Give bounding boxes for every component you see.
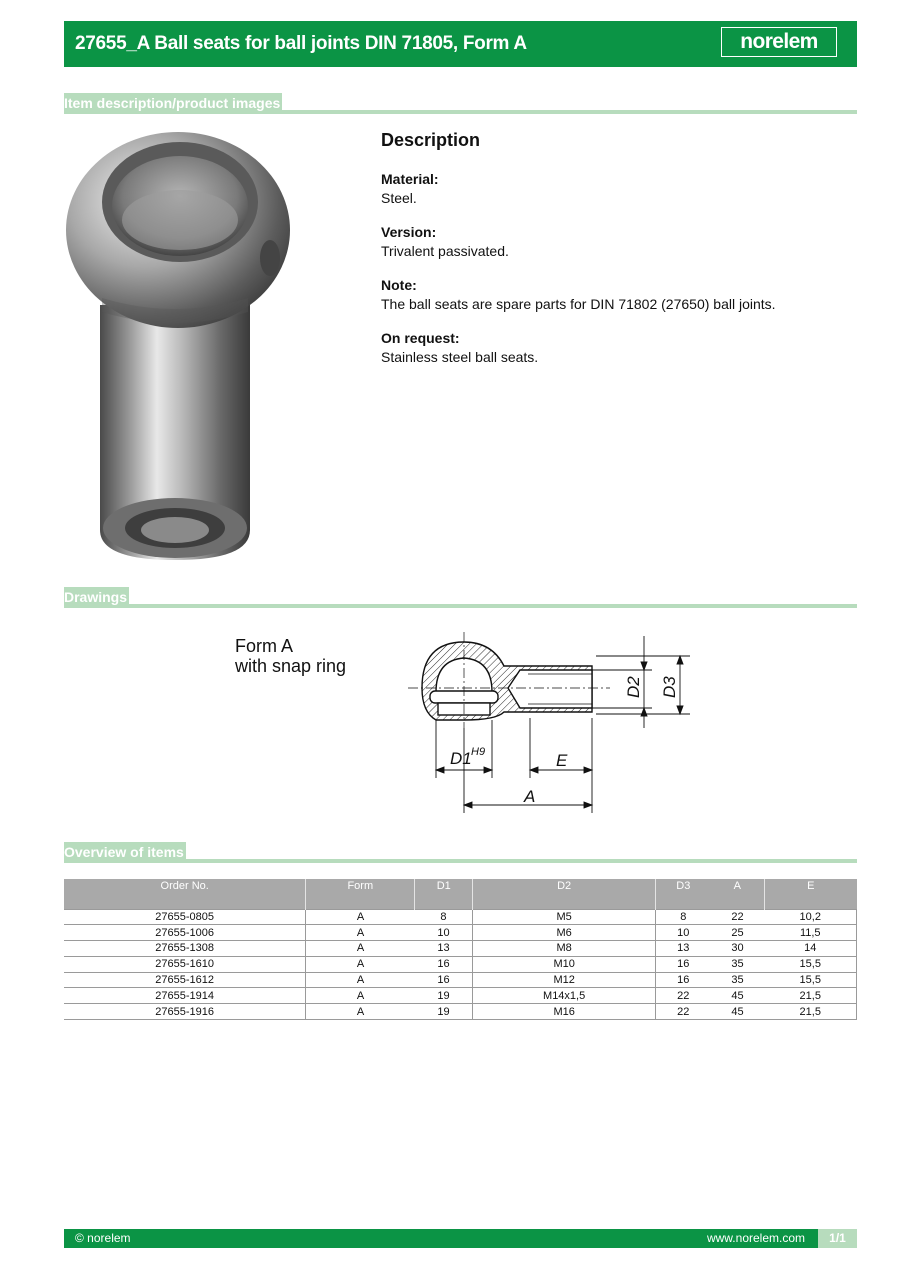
- cell-e: 21,5: [764, 988, 856, 1004]
- col-header-d1: D1: [415, 879, 473, 909]
- cell-e: 11,5: [764, 925, 856, 941]
- version-value: Trivalent passivated.: [381, 243, 509, 259]
- cell-d3: 10: [656, 925, 711, 941]
- col-header-order-no: Order No.: [64, 879, 306, 909]
- on-request-label: On request:: [381, 330, 460, 346]
- cell-a: 35: [711, 956, 765, 972]
- cell-order-no: 27655-0805: [64, 909, 306, 925]
- section-overview: [64, 839, 857, 863]
- table-row: [64, 941, 857, 957]
- cell-form: A: [306, 941, 415, 957]
- cell-e: 15,5: [764, 956, 856, 972]
- cell-form: A: [306, 909, 415, 925]
- table-row: [64, 956, 857, 972]
- logo-text: norelem: [740, 30, 818, 53]
- table-row: [64, 988, 857, 1004]
- table-row: [64, 909, 857, 925]
- cell-d1: 16: [415, 972, 473, 988]
- cell-d2: M8: [473, 941, 656, 957]
- cell-order-no: 27655-1914: [64, 988, 306, 1004]
- cell-form: A: [306, 1004, 415, 1020]
- col-header-e: E: [764, 879, 856, 909]
- section-title-drawings: Drawings: [64, 587, 129, 608]
- norelem-logo: [721, 27, 837, 57]
- material-label: Material:: [381, 171, 439, 187]
- dim-label-d1-tolerance: H9: [471, 746, 486, 758]
- cell-form: A: [306, 925, 415, 941]
- cell-a: 45: [711, 1004, 765, 1020]
- header-bar: [64, 21, 857, 67]
- note-value: The ball seats are spare parts for DIN 71802 (27650) ball joints.: [381, 296, 776, 312]
- col-header-a: A: [711, 879, 765, 909]
- drawing-caption-form: Form A: [235, 636, 294, 656]
- cell-d3: 16: [656, 972, 711, 988]
- cell-d1: 19: [415, 988, 473, 1004]
- cell-d2: M5: [473, 909, 656, 925]
- cell-d2: M16: [473, 1004, 656, 1020]
- items-table-wrapper: [64, 879, 857, 1020]
- col-header-form: Form: [306, 879, 415, 909]
- table-header-row: [64, 879, 857, 909]
- cell-form: A: [306, 956, 415, 972]
- cell-d1: 13: [415, 941, 473, 957]
- section-drawings: [64, 584, 857, 608]
- cell-a: 22: [711, 909, 765, 925]
- section-item-description: [64, 90, 857, 114]
- dim-label-e: E: [556, 751, 568, 770]
- cell-d1: 19: [415, 1004, 473, 1020]
- section-title-item-description: Item description/product images: [64, 93, 282, 114]
- cell-d3: 8: [656, 909, 711, 925]
- table-row: [64, 1004, 857, 1020]
- cell-d3: 13: [656, 941, 711, 957]
- cell-d2: M12: [473, 972, 656, 988]
- on-request-block: [381, 329, 538, 367]
- cell-order-no: 27655-1916: [64, 1004, 306, 1020]
- cell-e: 14: [764, 941, 856, 957]
- cell-d3: 22: [656, 988, 711, 1004]
- footer-bar: [64, 1229, 857, 1248]
- cell-e: 21,5: [764, 1004, 856, 1020]
- footer-copyright: © norelem: [75, 1231, 131, 1245]
- footer-page-number: 1/1: [818, 1229, 857, 1248]
- cell-a: 35: [711, 972, 765, 988]
- cell-a: 25: [711, 925, 765, 941]
- table-row: [64, 972, 857, 988]
- description-heading: Description: [381, 130, 481, 150]
- section-title-overview: Overview of items: [64, 842, 186, 863]
- dim-label-a: A: [524, 787, 536, 806]
- cell-a: 30: [711, 941, 765, 957]
- cell-d1: 8: [415, 909, 473, 925]
- drawing-caption-snap-ring: with snap ring: [235, 656, 347, 676]
- technical-drawing: [400, 628, 700, 820]
- dim-label-d1: D1: [450, 749, 472, 768]
- cell-d1: 10: [415, 925, 473, 941]
- col-header-d3: D3: [656, 879, 711, 909]
- cell-form: A: [306, 972, 415, 988]
- note-block: [381, 276, 776, 314]
- version-block: [381, 223, 509, 261]
- cell-d2: M6: [473, 925, 656, 941]
- material-block: [381, 170, 439, 208]
- page-title: 27655_A Ball seats for ball joints DIN 71805, Form A: [75, 33, 527, 54]
- table-row: [64, 925, 857, 941]
- cell-form: A: [306, 988, 415, 1004]
- cell-order-no: 27655-1610: [64, 956, 306, 972]
- cell-d1: 16: [415, 956, 473, 972]
- dim-label-d3: D3: [660, 676, 679, 698]
- col-header-d2: D2: [473, 879, 656, 909]
- footer-website-link[interactable]: www.norelem.com: [706, 1231, 805, 1245]
- note-label: Note:: [381, 277, 417, 293]
- version-label: Version:: [381, 224, 437, 240]
- material-value: Steel.: [381, 190, 417, 206]
- cell-a: 45: [711, 988, 765, 1004]
- cell-d3: 16: [656, 956, 711, 972]
- cell-d2: M14x1,5: [473, 988, 656, 1004]
- items-table: [64, 879, 857, 1020]
- cell-order-no: 27655-1308: [64, 941, 306, 957]
- drawing-caption: [235, 636, 346, 676]
- cell-e: 15,5: [764, 972, 856, 988]
- ball-seat-product-image: [60, 130, 298, 568]
- dim-label-d2: D2: [624, 676, 643, 698]
- cell-order-no: 27655-1006: [64, 925, 306, 941]
- cell-e: 10,2: [764, 909, 856, 925]
- cell-d2: M10: [473, 956, 656, 972]
- cell-d3: 22: [656, 1004, 711, 1020]
- on-request-value: Stainless steel ball seats.: [381, 349, 539, 365]
- cell-order-no: 27655-1612: [64, 972, 306, 988]
